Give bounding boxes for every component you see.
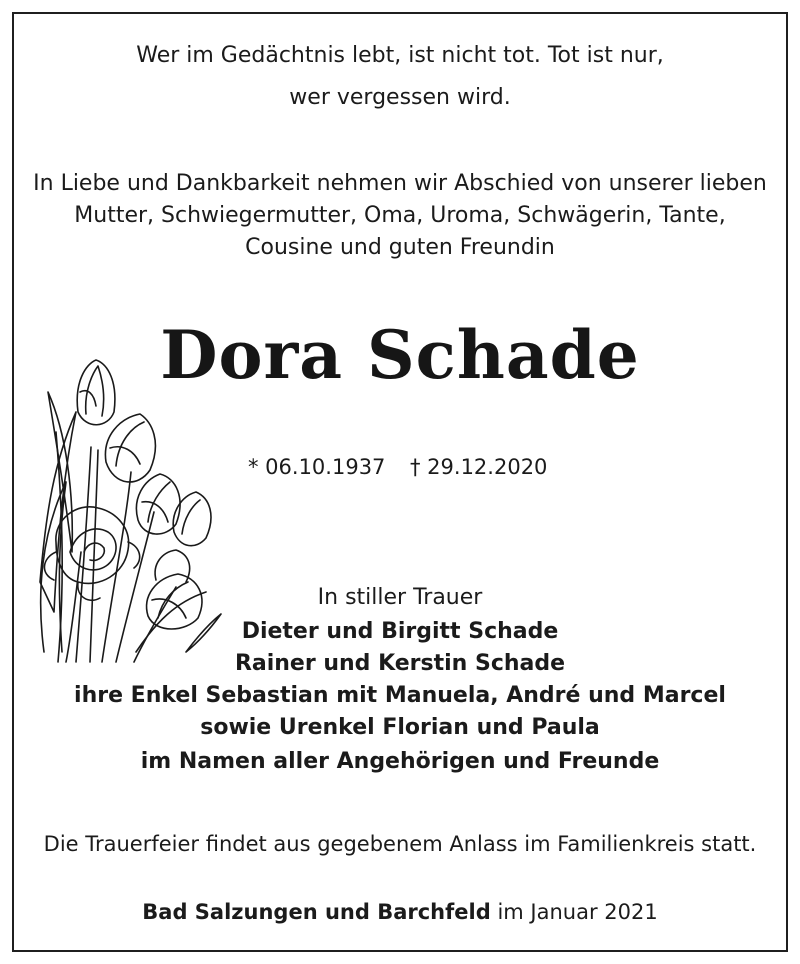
- quote-line-1: Wer im Gedächtnis lebt, ist nicht tot. Tot ist nur,: [136, 43, 664, 68]
- footer: [0, 896, 800, 928]
- mourner-line-1: Dieter und Birgitt Schade: [241, 619, 559, 644]
- mourner-line-4: sowie Urenkel Florian und Paula: [200, 715, 600, 740]
- intro-line-3: Cousine und guten Freundin: [245, 235, 555, 260]
- intro-line-1: In Liebe und Dankbarkeit nehmen wir Abschied von unserer lieben: [33, 171, 767, 196]
- mourner-line-5: im Namen aller Angehörigen und Freunde: [140, 749, 660, 774]
- intro-line-2: Mutter, Schwiegermutter, Oma, Uroma, Schwägerin, Tante,: [74, 203, 726, 228]
- mourner-line-2: Rainer und Kerstin Schade: [234, 651, 566, 676]
- footer-date: im Januar 2021: [497, 900, 658, 924]
- funeral-notice: Die Trauerfeier findet aus gegebenem Anlass im Familienkreis statt.: [43, 832, 757, 856]
- deceased-name: Dora Schade: [160, 316, 640, 394]
- quote-line-2: wer vergessen wird.: [289, 85, 511, 110]
- birth-date: * 06.10.1937: [248, 455, 386, 479]
- mourner-line-3: ihre Enkel Sebastian mit Manuela, André und Marcel: [74, 683, 726, 708]
- mourners-heading: In stiller Trauer: [317, 585, 483, 610]
- death-date: † 29.12.2020: [410, 455, 548, 479]
- footer-place: Bad Salzungen und Barchfeld: [142, 900, 491, 924]
